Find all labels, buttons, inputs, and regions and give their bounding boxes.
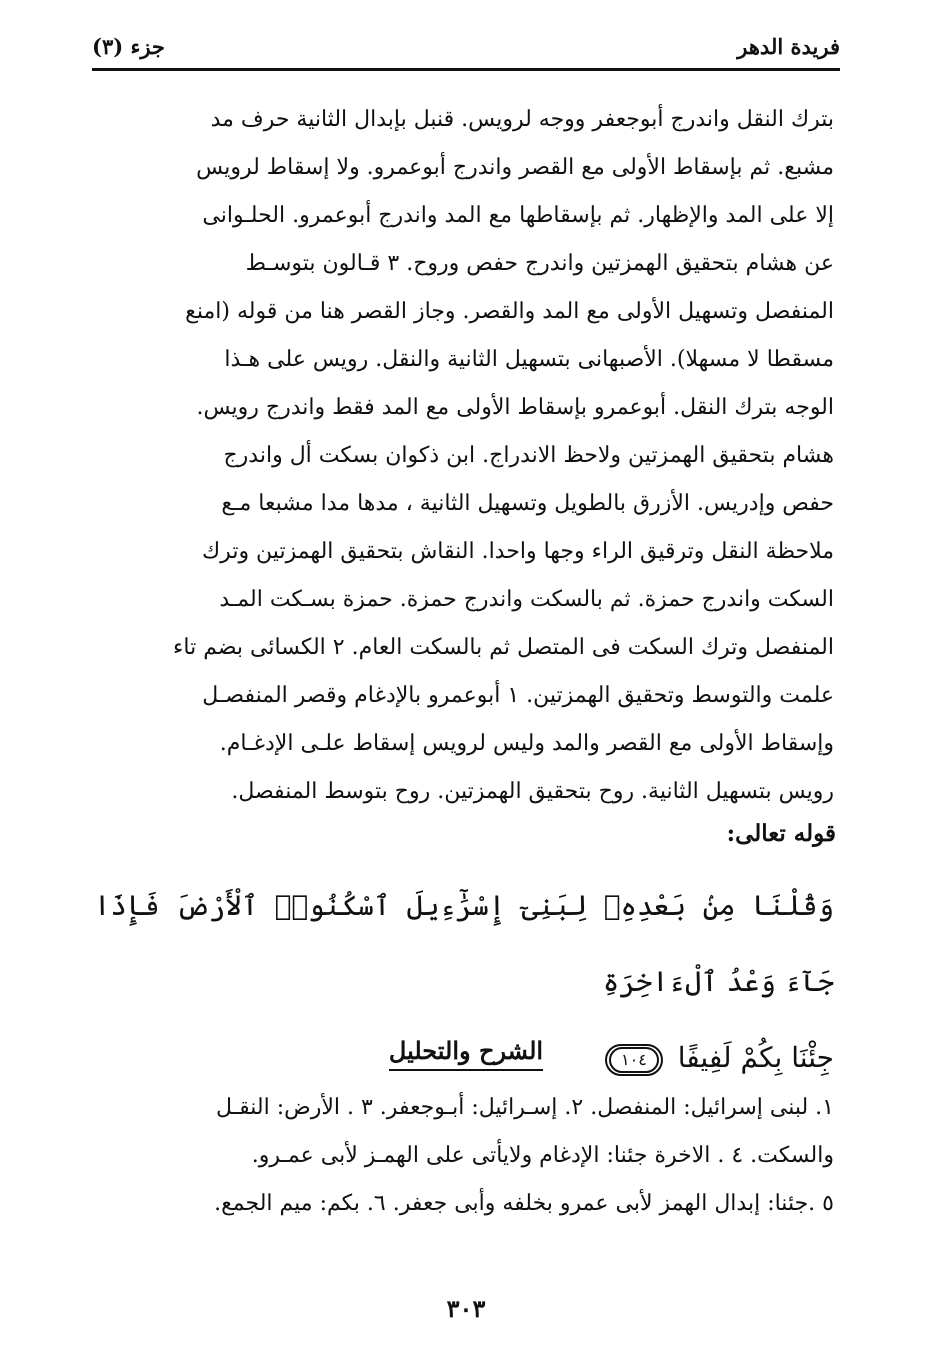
ayah-number-marker: ١٠٤ (609, 1047, 659, 1073)
text-line: مسقطا لا مسهلا). الأصبهانى بتسهيل الثانية والنقل. رويس على هـذا (224, 347, 834, 372)
text-line: وإسقاط الأولى مع القصر والمد وليس لرويس إسقاط علـى الإدغـام. (219, 731, 834, 756)
main-text (94, 96, 834, 816)
text-line: ملاحظة النقل وترقيق الراء وجها واحدا. النقاش بتحقيق الهمزتين وترك (202, 539, 834, 564)
section-title-text: الشرح والتحليل (389, 1036, 543, 1071)
text-line: المنفصل وترك السكت فى المتصل ثم بالسكت العام. ٢ الكسائى بضم تاء (173, 635, 834, 660)
page-header (92, 28, 840, 71)
text-line: مشبع. ثم بإسقاط الأولى مع القصر واندرج أبوعمرو. ولا إسقاط لرويس (196, 155, 834, 180)
verse-line: جِئْنَا بِكُمْ لَفِيفًا (677, 1041, 834, 1074)
text-line: المنفصل وتسهيل الأولى مع المد والقصر. وجاز القصر هنا من قوله (امنع (185, 299, 834, 324)
note-line: والسكت. ٤ . الاخرة جئنا: الإدغام ولايأتى على الهمـز لأبى عمـرو. (251, 1143, 834, 1168)
text-line: بترك النقل واندرج أبوجعفر ووجه لرويس. قنبل بإبدال الثانية حرف مد (210, 107, 834, 132)
section-title (0, 1036, 932, 1065)
text-line: الوجه بترك النقل. أبوعمرو بإسقاط الأولى مع المد فقط واندرج رويس. (196, 395, 834, 420)
text-line: علمت والتوسط وتحقيق الهمزتين. ١ أبوعمرو بالإدغام وقصر المنفصـل (202, 683, 834, 708)
text-line: السكت واندرج حمزة. ثم بالسكت واندرج حمزة. حمزة بسـكت المـد (219, 587, 834, 612)
text-line: حفص وإدريس. الأزرق بالطويل وتسهيل الثانية ، مدها مدا مشبعا مـع (221, 491, 834, 516)
text-line: إلا على المد والإظهار. ثم بإسقاطها مع المد واندرج أبوعمرو. الحلـوانى (202, 203, 834, 228)
book-title: فريدة الدهر (737, 34, 840, 59)
note-line: ٥ .جئنا: إبدال الهمز لأبى عمرو بخلفه وأبى جعفر. ٦. بكم: ميم الجمع. (214, 1191, 834, 1216)
text-line: هشام بتحقيق الهمزتين ولاحظ الاندراج. ابن ذكوان بسكت أل واندرج (223, 443, 834, 468)
verse-line: وَقُلْنَا مِنۢ بَعْدِهِۦ لِبَنِىٓ إِسْرَٰٓءِيلَ ٱسْكُنُوا۟ ٱلْأَرْضَ فَإِذَا جَآءَ وَعْدُ ٱلْءَاخِرَةِ (94, 889, 834, 998)
text-line: عن هشام بتحقيق الهمزتين واندرج حفص وروح. ٣ قـالون بتوسـط (245, 251, 834, 276)
page-number: ٣٠٣ (446, 1294, 486, 1323)
text-line: رويس بتسهيل الثانية. روح بتحقيق الهمزتين. روح بتوسط المنفصل. (231, 779, 834, 804)
part-number: جزء (٣) (92, 34, 165, 59)
analysis-notes (94, 1084, 834, 1228)
verse-heading: قوله تعالى: (726, 820, 836, 847)
note-line: ١. لبنى إسرائيل: المنفصل. ٢. إسـرائيل: أبـوجعفر. ٣ . الأرض: النقـل (216, 1095, 834, 1120)
